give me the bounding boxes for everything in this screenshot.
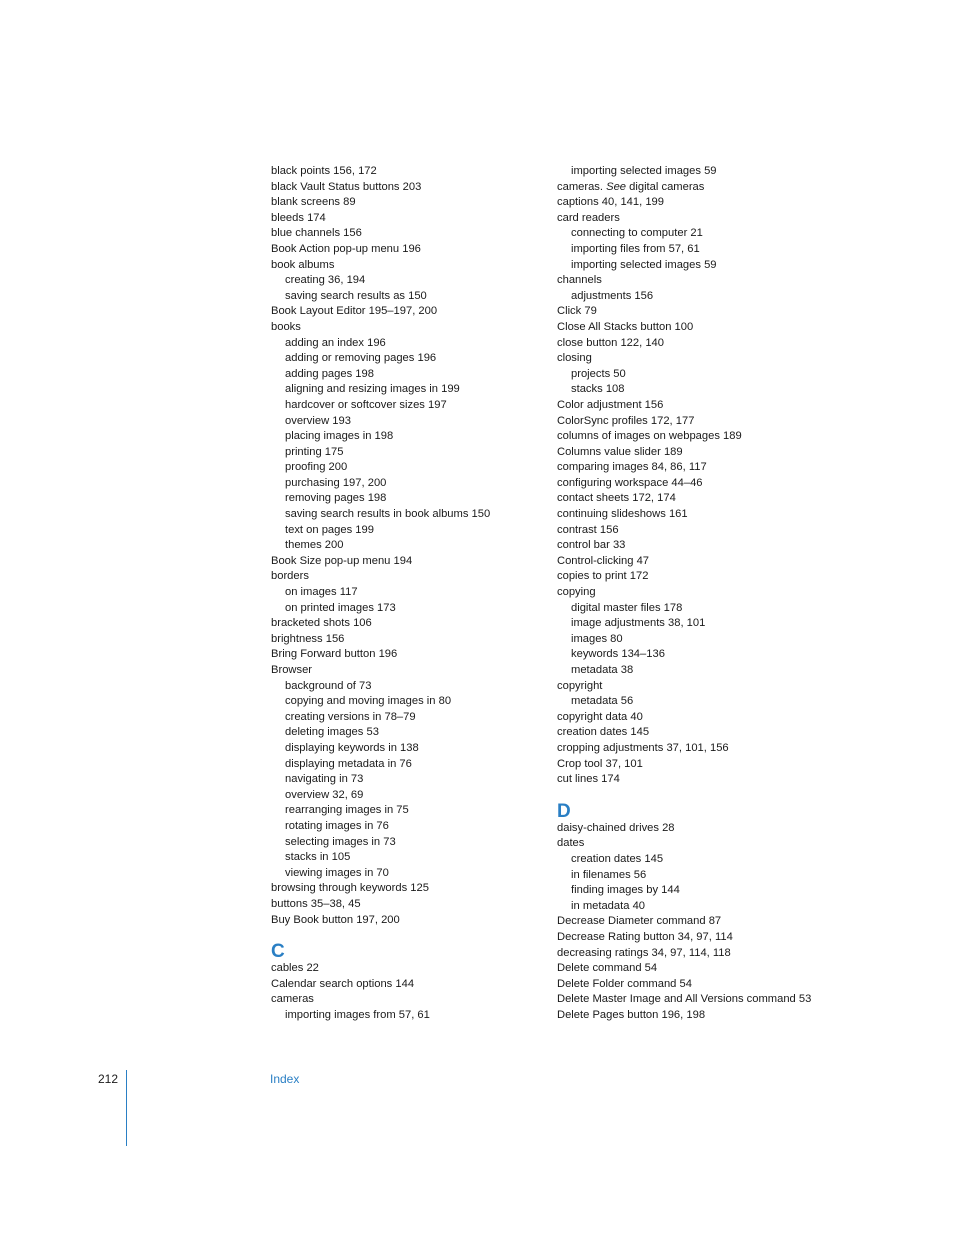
index-subentry: importing selected images 59 [571,258,717,271]
index-subentry: projects 50 [571,367,626,380]
index-entry: dates [557,837,585,850]
index-entry: Color adjustment 156 [557,398,664,411]
index-entry: Crop tool 37, 101 [557,757,643,770]
index-entry-cross-reference [557,180,857,196]
index-entry: Book Layout Editor 195–197, 200 [271,305,438,318]
index-subentry: adding or removing pages 196 [285,352,437,365]
index-entry: bracketed shots 106 [271,617,372,630]
index-entry: Delete Folder command 54 [557,977,692,990]
index-subentry: overview 193 [285,414,351,427]
index-entry: comparing images 84, 86, 117 [557,461,707,474]
index-entry: copying [557,586,596,599]
index-subentry: metadata 38 [571,664,634,676]
index-subentry: background of 73 [285,679,372,692]
index-entry: buttons 35–38, 45 [271,897,361,910]
index-subentry: importing images from 57, 61 [285,1008,430,1021]
index-entry: cropping adjustments 37, 101, 156 [557,741,729,754]
index-entry: cut lines 174 [557,773,620,786]
index-entry: books [271,320,301,333]
index-entry: Book Action pop-up menu 196 [271,242,421,255]
index-subentry: stacks 108 [571,383,625,396]
index-entry: creation dates 145 [557,726,650,739]
index-subentry: images 80 [571,632,623,645]
index-subentry: adding pages 198 [285,367,374,380]
index-entry: browsing through keywords 125 [271,882,429,895]
index-subentry: selecting images in 73 [285,835,396,848]
index-subentry: connecting to computer 21 [571,227,703,240]
index-entry: decreasing ratings 34, 97, 114, 118 [557,946,731,959]
index-entry: blank screens 89 [271,196,356,209]
index-entry: black Vault Status buttons 203 [271,180,422,193]
index-entry: control bar 33 [557,539,626,552]
index-entry: Delete Pages button 196, 198 [557,1008,706,1021]
index-entry: contrast 156 [557,523,619,536]
index-entry: cables 22 [271,962,319,975]
index-entry: copies to print 172 [557,570,649,583]
index-subentry: saving search results as 150 [285,289,427,302]
index-column-left [271,164,541,1023]
index-subentry: navigating in 73 [285,773,364,786]
index-subentry: proofing 200 [285,461,348,474]
index-subentry: on printed images 173 [285,601,396,614]
index-entry: ColorSync profiles 172, 177 [557,414,695,427]
index-subentry: rearranging images in 75 [285,804,409,817]
see-label: See [606,180,627,193]
index-subentry: creating 36, 194 [285,274,366,287]
index-subentry: purchasing 197, 200 [285,476,387,489]
index-entry: copyright [557,679,603,692]
index-entry: Delete Master Image and All Versions command 53 [557,993,812,1006]
index-subentry: displaying metadata in 76 [285,757,412,770]
index-entry: captions 40, 141, 199 [557,196,664,209]
index-entry: Book Size pop-up menu 194 [271,554,413,567]
index-column-right [557,164,857,1023]
index-entry: blue channels 156 [271,227,362,240]
index-subentry: removing pages 198 [285,492,387,505]
index-subentry: importing selected images 59 [571,165,717,177]
index-subentry: importing files from 57, 61 [571,242,700,255]
index-subentry: on images 117 [285,586,358,599]
index-entry: configuring workspace 44–46 [557,476,703,489]
index-entry: Bring Forward button 196 [271,648,398,661]
index-subentry: rotating images in 76 [285,819,389,832]
cross-reference-target: digital cameras [626,180,705,193]
index-entry: Calendar search options 144 [271,977,415,990]
index-entry: channels [557,274,602,287]
page-number: 212 [98,1072,119,1086]
index-entry: columns of images on webpages 189 [557,430,742,443]
index-entry: Decrease Diameter command 87 [557,915,722,928]
index-subentry: themes 200 [285,539,344,552]
index-subentry: text on pages 199 [285,523,374,536]
index-entry: Browser [271,664,313,676]
index-subentry: aligning and resizing images in 199 [285,383,460,396]
index-section-letter: D [557,800,571,822]
index-entry: daisy-chained drives 28 [557,821,675,834]
index-subentry: viewing images in 70 [285,866,389,879]
index-subentry: placing images in 198 [285,430,394,443]
index-subentry: adjustments 156 [571,289,654,302]
index-subentry: digital master files 178 [571,601,683,614]
index-subentry: in filenames 56 [571,868,647,881]
index-entry: Buy Book button 197, 200 [271,913,400,926]
index-entry: cameras [271,993,314,1006]
cross-reference-term: cameras. [557,180,607,193]
index-entry: black points 156, 172 [271,165,377,177]
index-subentry: keywords 134–136 [571,648,665,661]
index-entry: Delete command 54 [557,962,658,975]
index-subentry: overview 32, 69 [285,788,364,801]
index-entry: Columns value slider 189 [557,445,683,458]
index-entry: copyright data 40 [557,710,643,723]
index-subentry: saving search results in book albums 150 [285,508,491,521]
index-subentry: adding an index 196 [285,336,386,349]
index-entry: continuing slideshows 161 [557,508,688,521]
index-subentry: stacks in 105 [285,851,351,864]
index-entry: card readers [557,211,620,224]
index-subentry: finding images by 144 [571,884,680,897]
index-entry: Click 79 [557,305,597,318]
index-entry: close button 122, 140 [557,336,664,349]
index-section-letter: C [271,941,285,963]
index-subentry: displaying keywords in 138 [285,741,419,754]
index-entry: contact sheets 172, 174 [557,492,676,505]
index-subentry: creation dates 145 [571,852,664,865]
index-subentry: hardcover or softcover sizes 197 [285,398,447,411]
index-entry: borders [271,570,309,583]
index-entry: Decrease Rating button 34, 97, 114 [557,930,733,943]
index-entry: Control-clicking 47 [557,554,650,567]
footer-divider [126,1070,127,1146]
index-subentry: creating versions in 78–79 [285,710,416,723]
index-subentry: image adjustments 38, 101 [571,617,706,630]
index-entry: bleeds 174 [271,211,326,224]
index-subentry: metadata 56 [571,695,634,708]
index-entry: brightness 156 [271,632,345,645]
index-subentry: in metadata 40 [571,899,646,912]
index-entry: Close All Stacks button 100 [557,320,694,333]
index-entry: closing [557,352,592,365]
footer-section-label: Index [270,1072,300,1086]
index-subentry: printing 175 [285,445,344,458]
index-subentry: copying and moving images in 80 [285,695,452,708]
index-subentry: deleting images 53 [285,726,379,739]
index-entry: book albums [271,258,335,271]
